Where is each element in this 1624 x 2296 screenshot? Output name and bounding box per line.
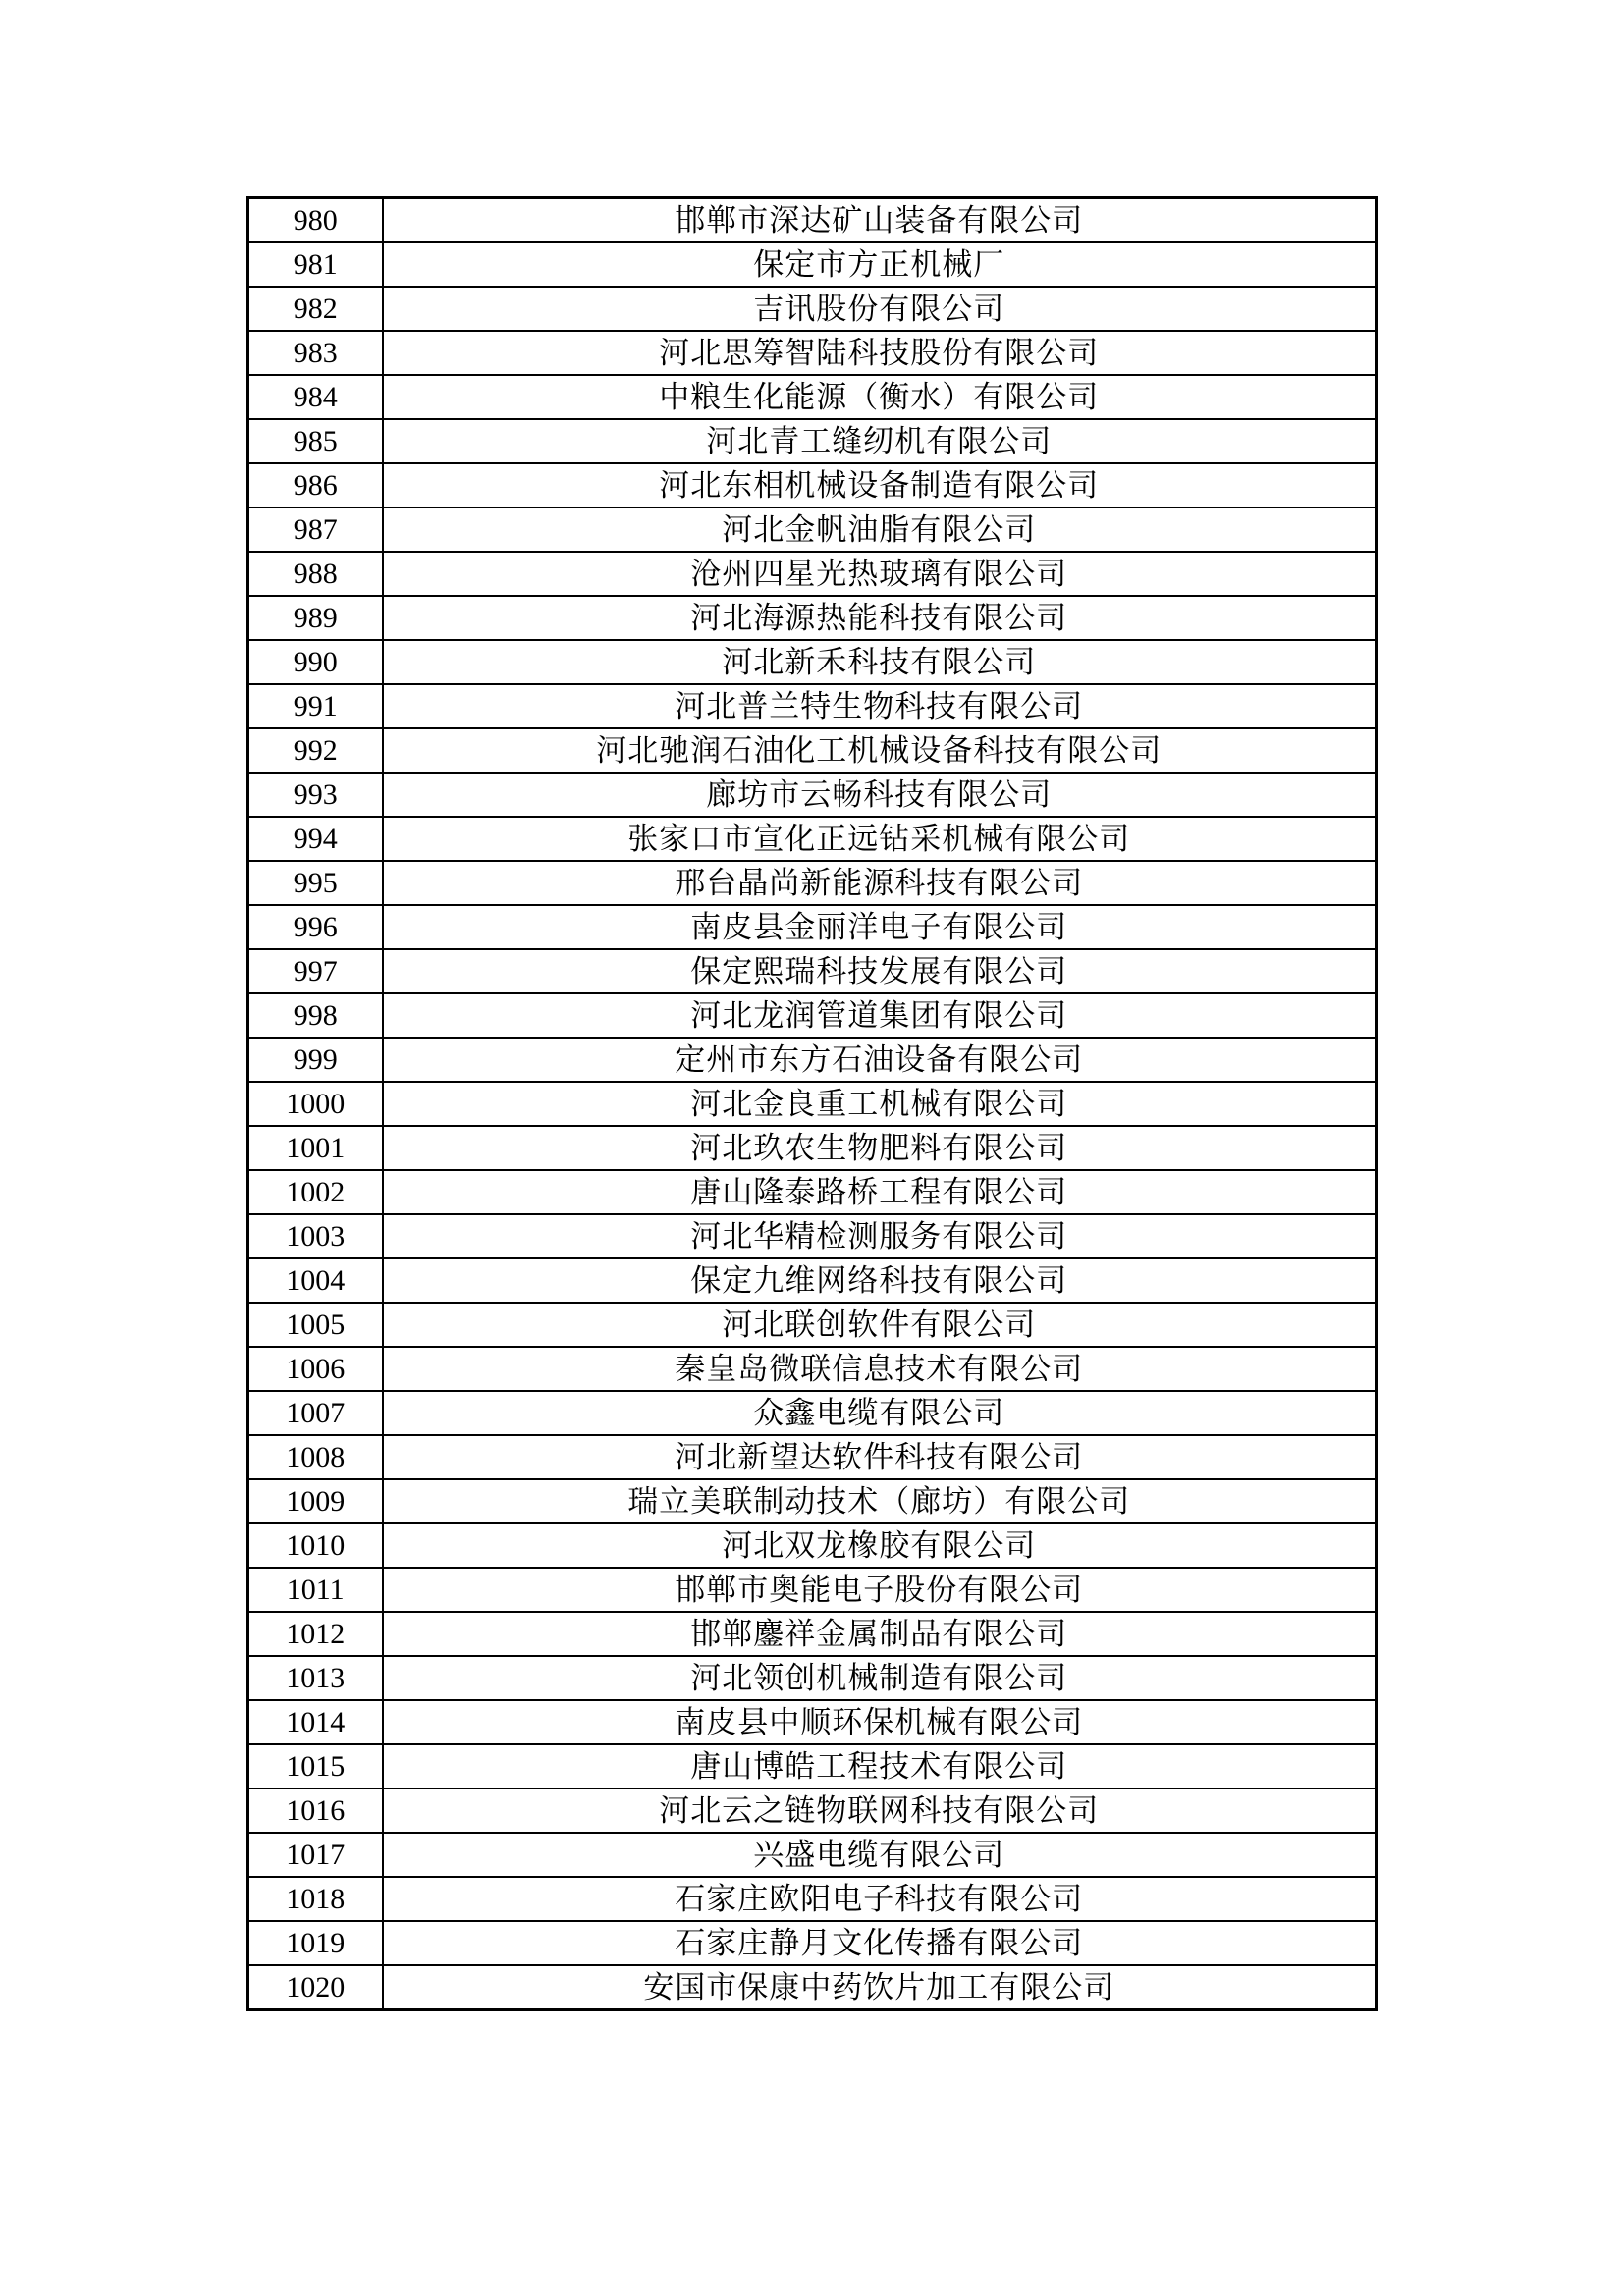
row-number: 989: [248, 596, 383, 640]
table-row: [248, 596, 1377, 640]
row-number: 993: [248, 773, 383, 817]
row-number: 1007: [248, 1391, 383, 1435]
company-name: 吉讯股份有限公司: [383, 287, 1377, 331]
table-row: [248, 1082, 1377, 1126]
row-number: 992: [248, 728, 383, 773]
table-row: [248, 1435, 1377, 1479]
row-number: 987: [248, 507, 383, 552]
table-row: [248, 1391, 1377, 1435]
row-number: 1009: [248, 1479, 383, 1523]
company-name: 邢台晶尚新能源科技有限公司: [383, 861, 1377, 905]
company-name: 保定九维网络科技有限公司: [383, 1258, 1377, 1303]
company-name: 定州市东方石油设备有限公司: [383, 1038, 1377, 1082]
table-row: [248, 993, 1377, 1038]
company-name: 河北金良重工机械有限公司: [383, 1082, 1377, 1126]
company-name: 南皮县中顺环保机械有限公司: [383, 1700, 1377, 1744]
company-name: 邯郸市奥能电子股份有限公司: [383, 1568, 1377, 1612]
table-row: [248, 463, 1377, 507]
company-name: 张家口市宣化正远钻采机械有限公司: [383, 817, 1377, 861]
row-number: 1014: [248, 1700, 383, 1744]
company-name: 众鑫电缆有限公司: [383, 1391, 1377, 1435]
table-row: [248, 1789, 1377, 1833]
row-number: 1003: [248, 1214, 383, 1258]
company-name: 兴盛电缆有限公司: [383, 1833, 1377, 1877]
company-name: 河北玖农生物肥料有限公司: [383, 1126, 1377, 1170]
company-name: 保定熙瑞科技发展有限公司: [383, 949, 1377, 993]
row-number: 996: [248, 905, 383, 949]
row-number: 1010: [248, 1523, 383, 1568]
table-row: [248, 728, 1377, 773]
row-number: 1019: [248, 1921, 383, 1965]
company-name: 河北思筹智陆科技股份有限公司: [383, 331, 1377, 375]
table-row: [248, 1523, 1377, 1568]
row-number: 999: [248, 1038, 383, 1082]
table-row: [248, 1700, 1377, 1744]
row-number: 985: [248, 419, 383, 463]
row-number: 986: [248, 463, 383, 507]
row-number: 1000: [248, 1082, 383, 1126]
table-row: [248, 1479, 1377, 1523]
row-number: 980: [248, 198, 383, 243]
company-name: 河北金帆油脂有限公司: [383, 507, 1377, 552]
row-number: 1002: [248, 1170, 383, 1214]
company-name: 河北双龙橡胶有限公司: [383, 1523, 1377, 1568]
table-row: [248, 1214, 1377, 1258]
company-name: 河北东相机械设备制造有限公司: [383, 463, 1377, 507]
row-number: 1013: [248, 1656, 383, 1700]
company-list-table: [246, 196, 1378, 2011]
company-name: 安国市保康中药饮片加工有限公司: [383, 1965, 1377, 2010]
table-row: [248, 1833, 1377, 1877]
row-number: 991: [248, 684, 383, 728]
company-name: 河北新望达软件科技有限公司: [383, 1435, 1377, 1479]
company-name: 河北云之链物联网科技有限公司: [383, 1789, 1377, 1833]
table-row: [248, 1656, 1377, 1700]
company-name: 河北青工缝纫机有限公司: [383, 419, 1377, 463]
table-row: [248, 375, 1377, 419]
table-row: [248, 198, 1377, 243]
company-name: 瑞立美联制动技术（廊坊）有限公司: [383, 1479, 1377, 1523]
table-row: [248, 242, 1377, 287]
row-number: 994: [248, 817, 383, 861]
row-number: 1017: [248, 1833, 383, 1877]
row-number: 990: [248, 640, 383, 684]
company-name: 南皮县金丽洋电子有限公司: [383, 905, 1377, 949]
table-row: [248, 1303, 1377, 1347]
row-number: 1020: [248, 1965, 383, 2010]
row-number: 1016: [248, 1789, 383, 1833]
company-name: 中粮生化能源（衡水）有限公司: [383, 375, 1377, 419]
row-number: 1011: [248, 1568, 383, 1612]
company-name: 保定市方正机械厂: [383, 242, 1377, 287]
company-name: 河北领创机械制造有限公司: [383, 1656, 1377, 1700]
company-name: 石家庄欧阳电子科技有限公司: [383, 1877, 1377, 1921]
row-number: 1004: [248, 1258, 383, 1303]
row-number: 984: [248, 375, 383, 419]
company-name: 邯郸鏖祥金属制品有限公司: [383, 1612, 1377, 1656]
row-number: 995: [248, 861, 383, 905]
company-name: 廊坊市云畅科技有限公司: [383, 773, 1377, 817]
table-row: [248, 684, 1377, 728]
company-name: 河北龙润管道集团有限公司: [383, 993, 1377, 1038]
row-number: 983: [248, 331, 383, 375]
table-row: [248, 949, 1377, 993]
table-row: [248, 287, 1377, 331]
table-row: [248, 331, 1377, 375]
company-name: 河北华精检测服务有限公司: [383, 1214, 1377, 1258]
table-row: [248, 1877, 1377, 1921]
table-row: [248, 640, 1377, 684]
company-name: 河北驰润石油化工机械设备科技有限公司: [383, 728, 1377, 773]
table-row: [248, 1612, 1377, 1656]
row-number: 981: [248, 242, 383, 287]
row-number: 982: [248, 287, 383, 331]
table-row: [248, 817, 1377, 861]
table-row: [248, 552, 1377, 596]
table-row: [248, 861, 1377, 905]
company-name: 唐山博皓工程技术有限公司: [383, 1744, 1377, 1789]
table-row: [248, 1347, 1377, 1391]
company-name: 秦皇岛微联信息技术有限公司: [383, 1347, 1377, 1391]
row-number: 1018: [248, 1877, 383, 1921]
company-name: 河北普兰特生物科技有限公司: [383, 684, 1377, 728]
table-row: [248, 1126, 1377, 1170]
table-row: [248, 1038, 1377, 1082]
table-row: [248, 1258, 1377, 1303]
table-row: [248, 773, 1377, 817]
row-number: 997: [248, 949, 383, 993]
company-table-body: [248, 198, 1377, 2010]
row-number: 1012: [248, 1612, 383, 1656]
table-row: [248, 419, 1377, 463]
table-row: [248, 1965, 1377, 2010]
company-name: 河北海源热能科技有限公司: [383, 596, 1377, 640]
company-name: 石家庄静月文化传播有限公司: [383, 1921, 1377, 1965]
table-row: [248, 1921, 1377, 1965]
table-row: [248, 1170, 1377, 1214]
row-number: 1006: [248, 1347, 383, 1391]
table-row: [248, 1568, 1377, 1612]
table-row: [248, 1744, 1377, 1789]
company-name: 河北新禾科技有限公司: [383, 640, 1377, 684]
company-name: 河北联创软件有限公司: [383, 1303, 1377, 1347]
company-name: 沧州四星光热玻璃有限公司: [383, 552, 1377, 596]
table-row: [248, 905, 1377, 949]
row-number: 988: [248, 552, 383, 596]
company-name: 邯郸市深达矿山装备有限公司: [383, 198, 1377, 243]
row-number: 1015: [248, 1744, 383, 1789]
row-number: 1008: [248, 1435, 383, 1479]
company-name: 唐山隆泰路桥工程有限公司: [383, 1170, 1377, 1214]
row-number: 1005: [248, 1303, 383, 1347]
table-row: [248, 507, 1377, 552]
row-number: 998: [248, 993, 383, 1038]
row-number: 1001: [248, 1126, 383, 1170]
